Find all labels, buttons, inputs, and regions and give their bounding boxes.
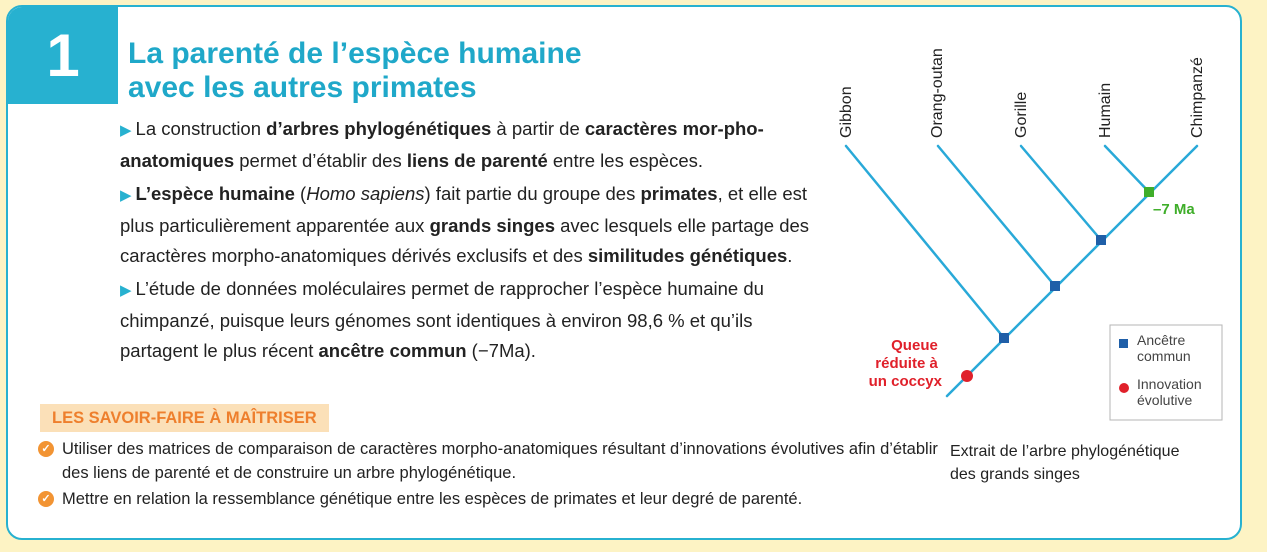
- title-line-1: La parenté de l’espèce humaine: [128, 37, 582, 70]
- species-label-orang-outan: Orang-outan: [929, 48, 946, 138]
- paragraph-1: ▶ La construction d’arbres phylogénétiques à partir de caractères mor-pho-anatomiques permet d’établir des liens de parenté entre les espèces.: [120, 118, 764, 171]
- species-label-chimpanze: Chimpanzé: [1189, 57, 1206, 138]
- branch-gorille: [1021, 146, 1101, 240]
- species-label-gibbon: Gibbon: [838, 86, 855, 138]
- date-label: –7 Ma: [1153, 201, 1195, 218]
- skill-item: ✓ Utiliser des matrices de comparaison de caractères morpho-anatomiques résultant d’innovations évolutives afin d’établir des liens de parenté et de construire un arbre phylogénétique.: [38, 437, 938, 485]
- bullet-arrow-icon: ▶: [120, 282, 132, 299]
- branch-gibbon: [846, 146, 1004, 338]
- legend-ancestor-swatch: [1119, 339, 1128, 348]
- species-label-gorille: Gorille: [1013, 91, 1030, 138]
- paragraph-3: ▶ L’étude de données moléculaires permet de rapprocher l’espèce humaine du chimpanzé, puisque leurs génomes sont identiques à environ 98,6 % et qu’ils partagent le plus récent ancêtre commun (−7Ma).: [120, 278, 764, 361]
- figure-caption: Extrait de l’arbre phylogénétique des grands singes: [950, 443, 1180, 483]
- branch-humain: [1105, 146, 1149, 192]
- check-icon: ✓: [38, 441, 54, 457]
- paragraph-2: ▶ L’espèce humaine (Homo sapiens) fait partie du groupe des primates, et elle est plus particulièrement apparentée aux grands singes avec lesquels elle partage des caractères morpho-anatomiques dérivés exclusifs et des similitudes génétiques.: [120, 183, 810, 266]
- svg-text:Ancêtre commun: Ancêtre commun: [1137, 332, 1191, 364]
- ancestor-node: [999, 333, 1009, 343]
- ancestor-node: [1050, 281, 1060, 291]
- legend-innovation-swatch: [1119, 383, 1129, 393]
- ancestor-node: [1096, 235, 1106, 245]
- title-line-2: avec les autres primates: [128, 71, 477, 104]
- skill-item: ✓ Mettre en relation la ressemblance génétique entre les espèces de primates et leur degré de parenté.: [38, 487, 938, 511]
- species-label-humain: Humain: [1097, 82, 1114, 138]
- section-number: 1: [8, 7, 118, 104]
- innovation-label: Queue réduite à un coccyx: [868, 337, 942, 390]
- check-icon: ✓: [38, 491, 54, 507]
- innovation-marker: [961, 370, 973, 382]
- skills-header: LES SAVOIR-FAIRE À MAÎTRISER: [40, 404, 329, 432]
- legend: [1110, 325, 1222, 420]
- ancestor-node-dated: [1144, 187, 1154, 197]
- bullet-arrow-icon: ▶: [120, 122, 132, 139]
- svg-text:Innovation évolutive: Innovation évolutive: [1137, 376, 1202, 408]
- bullet-arrow-icon: ▶: [120, 187, 132, 204]
